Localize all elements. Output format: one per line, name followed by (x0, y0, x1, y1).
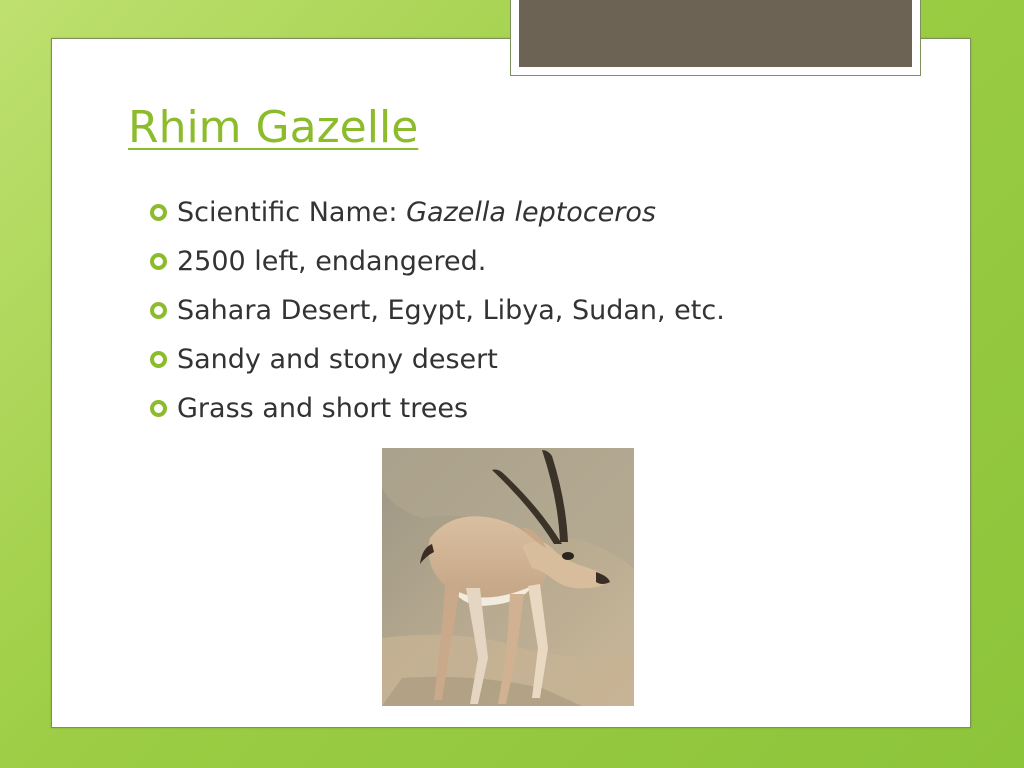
bullet-ring-icon (150, 204, 167, 221)
bullet-ring-icon (150, 253, 167, 270)
bullet-ring-icon (150, 351, 167, 368)
bullet-item-population (150, 237, 725, 286)
bullet-item-range (150, 286, 725, 335)
bullet-ring-icon (150, 302, 167, 319)
header-tab (510, 0, 921, 76)
header-tab-fill (519, 0, 912, 67)
gazelle-photo (382, 448, 634, 706)
bullet-label: Sandy and stony desert (177, 344, 498, 375)
scientific-name-italic: Gazella leptoceros (406, 197, 656, 228)
bullet-label: Scientific Name: Gazella leptoceros (177, 197, 656, 228)
bullet-item-habitat (150, 335, 725, 384)
bullet-label: Grass and short trees (177, 393, 469, 424)
bullet-label: 2500 left, endangered. (177, 246, 487, 277)
slide-title: Rhim Gazelle (128, 102, 419, 153)
bullet-item-diet (150, 384, 725, 433)
bullet-label: Sahara Desert, Egypt, Libya, Sudan, etc. (177, 295, 725, 326)
bullet-item-scientific-name (150, 188, 725, 237)
bullet-ring-icon (150, 400, 167, 417)
bullet-list (150, 188, 725, 433)
